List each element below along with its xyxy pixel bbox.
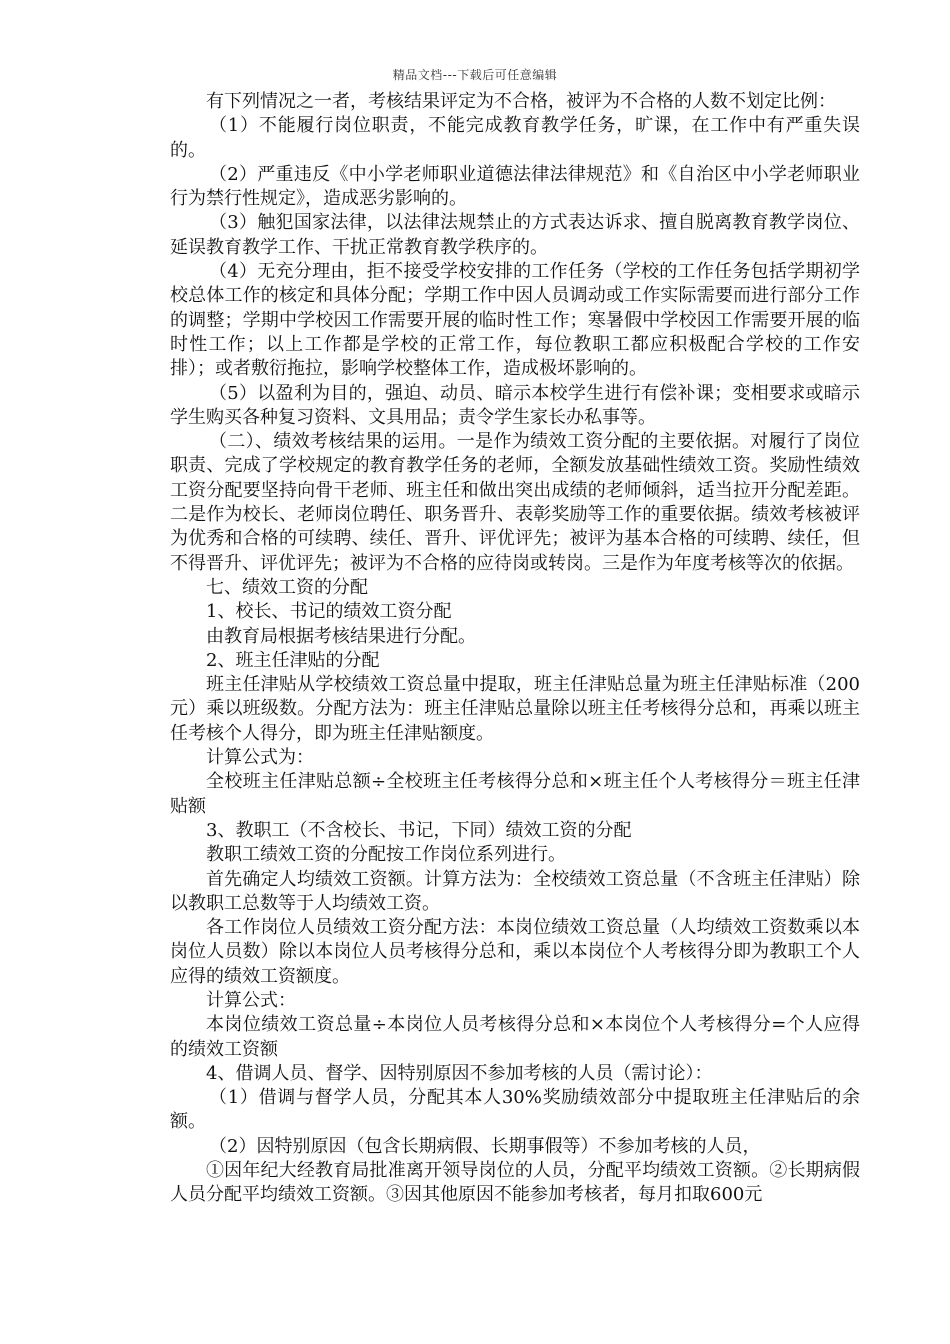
formula-label: 计算公式：	[206, 989, 296, 1011]
formula-label: 计算公式为：	[206, 747, 314, 769]
document-body	[170, 90, 860, 1208]
paragraph-item-1: （1）不能履行岗位职责，不能完成教育教学任务，旷课，在工作中有严重失误的。	[170, 115, 860, 161]
formula-text: 本岗位绩效工资总量÷本岗位人员考核得分总和×本岗位个人考核得分=个人应得的绩效工资额	[170, 1014, 860, 1060]
paragraph-text: ①因年纪大经教育局批准离开领导岗位的人员，分配平均绩效工资额。②长期病假人员分配平均绩效工资额。③因其他原因不能参加考核者，每月扣取600元	[170, 1160, 860, 1206]
paragraph-text: 由教育局根据考核结果进行分配。	[206, 625, 476, 647]
subheading-3: 3、教职工（不含校长、书记，下同）绩效工资的分配	[206, 819, 632, 841]
paragraph-section-2: （二）、绩效考核结果的运用。一是作为绩效工资分配的主要依据。对履行了岗位职责、完成了学校规定的教育教学任务的老师，全额发放基础性绩效工资。奖励性绩效工资分配要坚持向骨干老师、班主任和做出突出成绩的老师倾斜，适当拉开分配差距。二是作为校长、老师岗位聘任、职务晋升、表彰奖励等工作的重要依据。绩效考核被评为优秀和合格的可续聘、续任、晋升、评优评先；被评为基本合格的可续聘、续任，但不得晋升、评优评先；被评为不合格的应待岗或转岗。三是作为年度考核等次的依据。	[170, 431, 860, 574]
paragraph-item-2: （2）严重违反《中小学老师职业道德法律法律规范》和《自治区中小学老师职业行为禁行性规定》，造成恶劣影响的。	[170, 163, 860, 210]
paragraph-item-3: （3）触犯国家法律，以法律法规禁止的方式表达诉求、擅自脱离教育教学岗位、延误教育教学工作、干扰正常教育教学秩序的。	[170, 212, 860, 258]
subheading-2: 2、班主任津贴的分配	[206, 649, 380, 671]
paragraph-item-5: （5）以盈利为目的，强迫、动员、暗示本校学生进行有偿补课；变相要求或暗示学生购买各种复习资料、文具用品；责令学生家长办私事等。	[170, 382, 860, 428]
paragraph-text: 班主任津贴从学校绩效工资总量中提取，班主任津贴总量为班主任津贴标准（200元）乘以班级数。分配方法为：班主任津贴总量除以班主任考核得分总和，再乘以班主任考核个人得分，即为班主任津贴额度。	[170, 674, 860, 744]
subheading-4: 4、借调人员、督学、因特别原因不参加考核的人员（需讨论）：	[206, 1062, 713, 1084]
paragraph-item-4: （4）无充分理由，拒不接受学校安排的工作任务（学校的工作任务包括学期初学校总体工作的核定和具体分配；学期工作中因人员调动或工作实际需要而进行部分工作的调整；学期中学校因工作需要开展的临时性工作；寒暑假中学校因工作需要开展的临时性工作；以上工作都是学校的正常工作，每位教职工都应积极配合学校的工作安排）；或者敷衍拖拉，影响学校整体工作，造成极坏影响的。	[170, 261, 860, 380]
formula-text: 全校班主任津贴总额÷全校班主任考核得分总和×班主任个人考核得分＝班主任津贴额	[170, 771, 860, 817]
paragraph-item-2: （2）因特别原因（包含长期病假、长期事假等）不参加考核的人员，	[209, 1135, 761, 1157]
heading-section-7: 七、绩效工资的分配	[206, 576, 368, 598]
paragraph-text: 各工作岗位人员绩效工资分配方法：本岗位绩效工资总量（人均绩效工资数乘以本岗位人员数）除以本岗位人员考核得分总和，乘以本岗位个人考核得分即为教职工个人应得的绩效工资额度。	[170, 917, 860, 987]
paragraph-text: 首先确定人均绩效工资额。计算方法为：全校绩效工资总量（不含班主任津贴）除以教职工总数等于人均绩效工资。	[170, 868, 860, 914]
paragraph-text: 教职工绩效工资的分配按工作岗位系列进行。	[206, 844, 566, 866]
paragraph-item-1: （1）借调与督学人员，分配其本人30%奖励绩效部分中提取班主任津贴后的余额。	[170, 1087, 860, 1133]
page-header: 精品文档---下载后可任意编辑	[392, 68, 558, 82]
paragraph-intro: 有下列情况之一者，考核结果评定为不合格，被评为不合格的人数不划定比例：	[206, 91, 836, 112]
subheading-1: 1、校长、书记的绩效工资分配	[206, 601, 452, 623]
